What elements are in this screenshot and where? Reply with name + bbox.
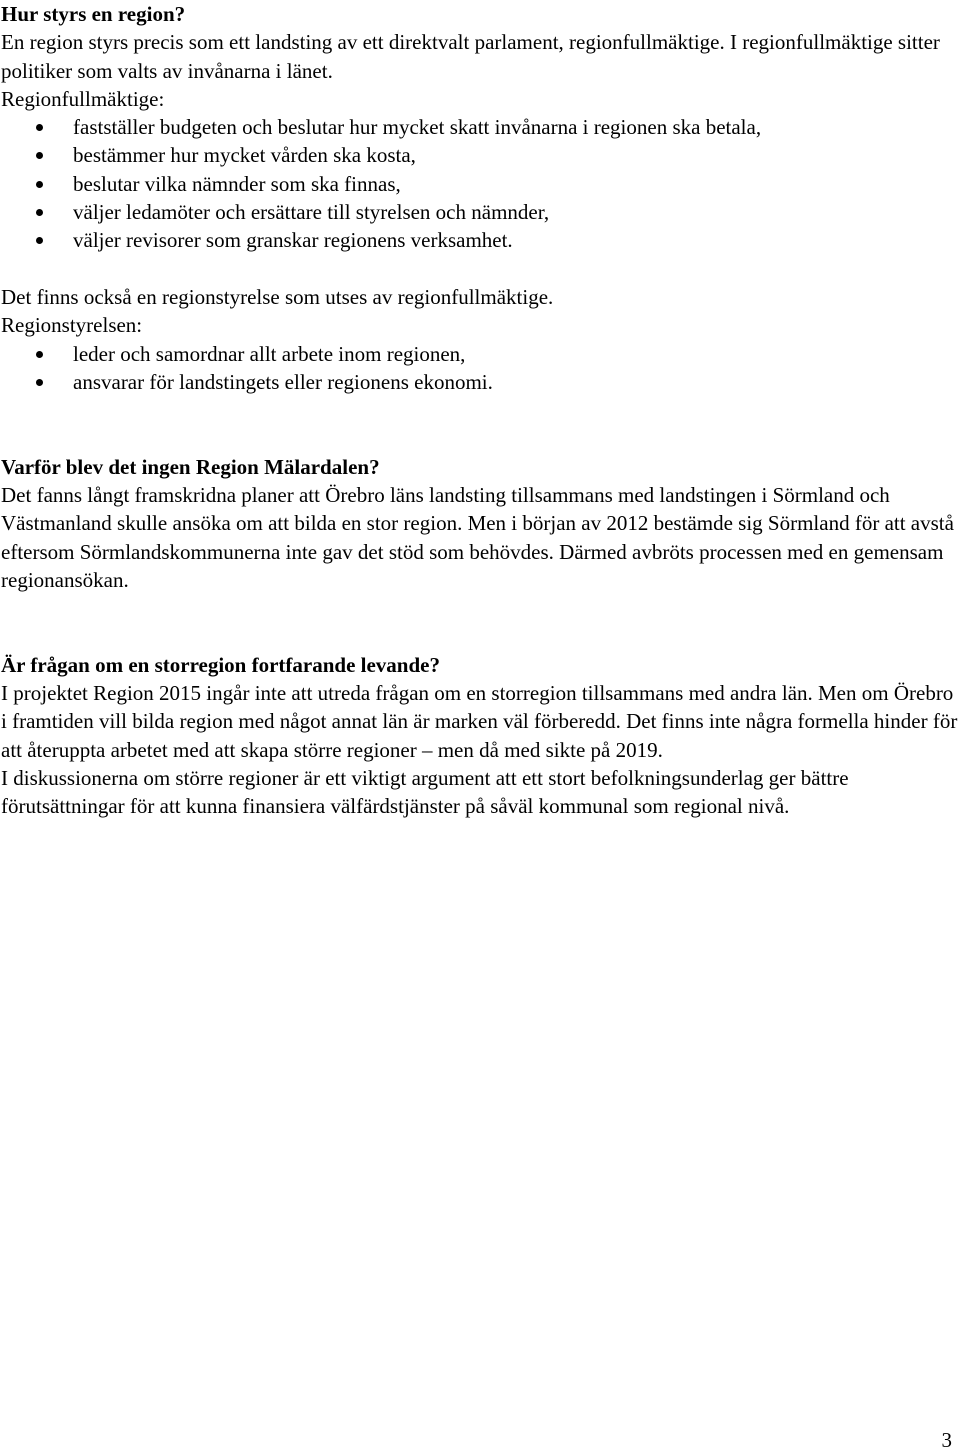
- list-item-text: fastställer budgeten och beslutar hur mycket skatt invånarna i regionen ska betala,: [73, 115, 762, 140]
- bullet-icon: [36, 351, 43, 358]
- bullet-icon: [36, 209, 43, 216]
- council-duties-list: [1, 113, 960, 254]
- section-heading: Varför blev det ingen Region Mälardalen?: [1, 454, 380, 479]
- spacer: [1, 594, 960, 651]
- board-duties-list: [1, 340, 960, 397]
- bullet-icon: [36, 379, 43, 386]
- body-paragraph: I projektet Region 2015 ingår inte att utreda frågan om en storregion tillsammans med andra län. Men om Örebro i framtiden vill bilda region med något annat län är marken väl förberedd. Det finns inte några formella hinder för att återuppta arbetet med att skapa större regioner – men då med sikte på 2019.: [1, 681, 958, 762]
- section-governance: [1, 0, 960, 396]
- spacer: [1, 396, 960, 453]
- list-item: [1, 368, 960, 396]
- list-item-text: väljer revisorer som granskar regionens verksamhet.: [73, 228, 513, 253]
- intro-paragraph: En region styrs precis som ett landsting av ett direktvalt parlament, regionfullmäktige. I regionfullmäktige sitter politiker som valts av invånarna i länet.: [1, 30, 940, 83]
- list-item-text: väljer ledamöter och ersättare till styrelsen och nämnder,: [73, 200, 550, 225]
- list-item: [1, 113, 960, 141]
- list-item: [1, 226, 960, 254]
- list-item-text: leder och samordnar allt arbete inom regionen,: [73, 341, 466, 366]
- list-item-text: bestämmer hur mycket vården ska kosta,: [73, 143, 416, 168]
- body-paragraph: Det fanns långt framskridna planer att Örebro läns landsting tillsammans med landstingen i Sörmland och Västmanland skulle ansöka om att bilda en stor region. Men i början av 2012 bestämde sig Sörmland för att avstå eftersom Sörmlandskommunerna inte gav det stöd som behövdes. Därmed avbröts processen med en gemensam regionansökan.: [1, 483, 954, 592]
- section-malardalen: [1, 453, 960, 594]
- list-item: [1, 198, 960, 226]
- bullet-icon: [36, 152, 43, 159]
- bullet-icon: [36, 237, 43, 244]
- board-intro-paragraph: Det finns också en regionstyrelse som utses av regionfullmäktige.: [1, 284, 554, 309]
- section-storregion: [1, 651, 960, 821]
- list-item: [1, 340, 960, 368]
- list-item: [1, 170, 960, 198]
- bullet-icon: [36, 181, 43, 188]
- body-paragraph: I diskussionerna om större regioner är ett viktigt argument att ett stort befolkningsunderlag ger bättre förutsättningar för att kunna finansiera välfärdstjänster på såväl kommunal som regional nivå.: [1, 766, 849, 819]
- board-list-title: Regionstyrelsen:: [1, 313, 143, 338]
- list-item-text: beslutar vilka nämnder som ska finnas,: [73, 171, 401, 196]
- section-heading: Hur styrs en region?: [1, 2, 186, 26]
- spacer: [1, 255, 960, 283]
- page-number: 3: [941, 1428, 952, 1452]
- list-title: Regionfullmäktige:: [1, 86, 165, 111]
- list-item-text: ansvarar för landstingets eller regionens ekonomi.: [73, 369, 493, 394]
- section-heading: Är frågan om en storregion fortfarande levande?: [1, 652, 440, 677]
- bullet-icon: [36, 124, 43, 131]
- list-item: [1, 141, 960, 169]
